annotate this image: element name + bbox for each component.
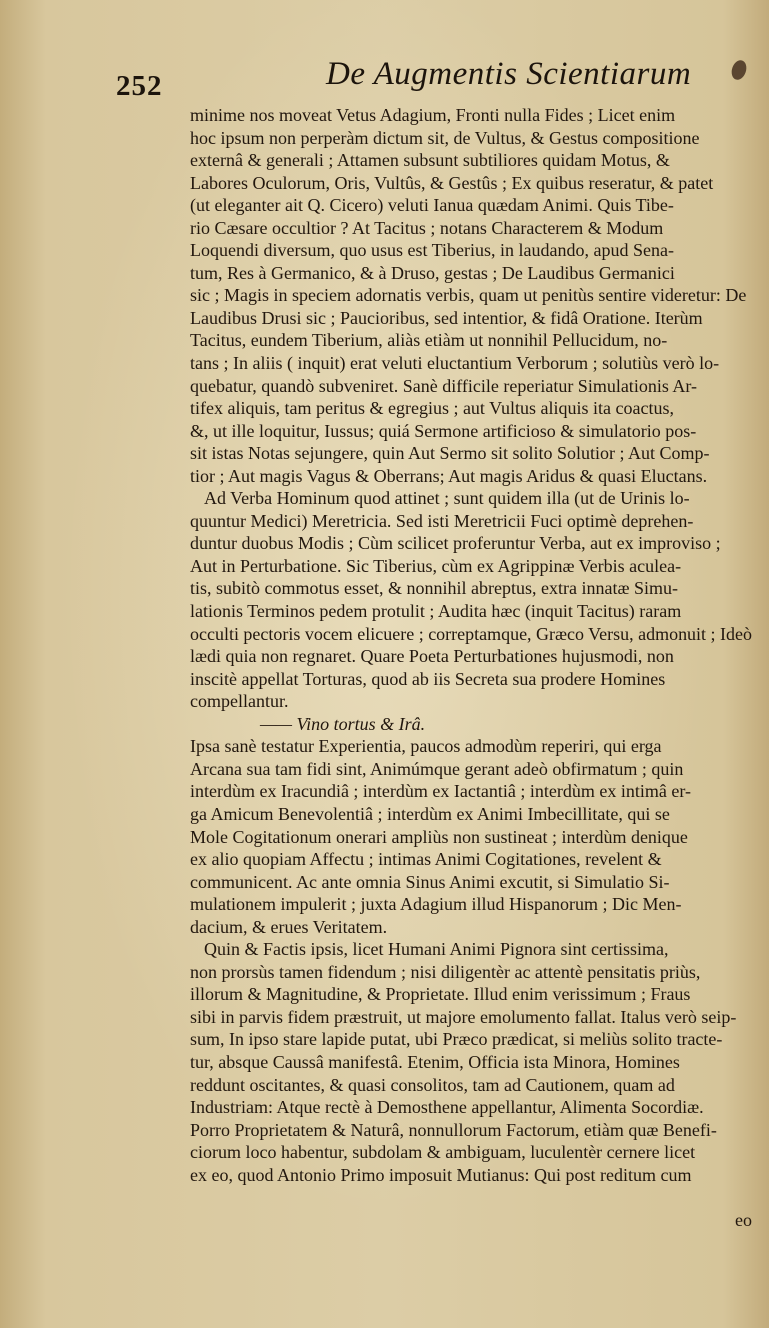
- ink-blot: [729, 58, 748, 81]
- text-line: lædi quia non regnaret. Quare Poeta Perturbationes hujusmodi, non: [190, 646, 674, 667]
- text-line: duntur duobus Modis ; Cùm scilicet proferuntur Verba, aut ex improviso ;: [190, 533, 721, 554]
- text-line: Porro Proprietatem & Naturâ, nonnullorum Factorum, etiàm quæ Benefi-: [190, 1119, 717, 1140]
- verse-quotation: —— Vino tortus & Irâ.: [260, 713, 426, 734]
- text-line: sum, In ipso stare lapide putat, ubi Præco prædicat, si meliùs solito tracte-: [190, 1029, 723, 1050]
- text-line: Ad Verba Hominum quod attinet ; sunt quidem illa (ut de Urinis lo-: [204, 488, 690, 509]
- text-line: hoc ipsum non perperàm dictum sit, de Vultus, & Gestus compositione: [190, 127, 700, 148]
- text-line: Ipsa sanè testatur Experientia, paucos admodùm reperiri, qui erga: [190, 736, 662, 757]
- text-line: tur, absque Caussâ manifestâ. Etenim, Officia ista Minora, Homines: [190, 1051, 680, 1072]
- text-line: Loquendi diversum, quo usus est Tiberius, in laudando, apud Sena-: [190, 240, 674, 261]
- text-line: sit istas Notas sejungere, quin Aut Sermo sit solito Solutior ; Aut Comp-: [190, 443, 710, 464]
- text-line: tis, subitò commotus esset, & nonnihil abreptus, extra innatæ Simu-: [190, 578, 678, 599]
- text-line: ex alio quopiam Affectu ; intimas Animi Cogitationes, revelent &: [190, 849, 662, 870]
- text-line: non prorsùs tamen fidendum ; nisi diligentèr ac attentè pensitatis priùs,: [190, 961, 701, 982]
- text-line: ciorum loco habentur, subdolam & ambiguam, luculentèr cernere licet: [190, 1142, 696, 1163]
- text-line: &, ut ille loquitur, Iussus; quiá Sermone artificioso & simulatorio pos-: [190, 420, 697, 441]
- text-line: tior ; Aut magis Vagus & Oberrans; Aut magis Aridus & quasi Eluctans.: [190, 465, 708, 486]
- text-line: Quin & Factis ipsis, licet Humani Animi Pignora sint certissima,: [204, 939, 669, 960]
- text-line: sic ; Magis in speciem adornatis verbis, quam ut penitùs sentire videretur: De: [190, 285, 747, 306]
- text-line: externâ & generali ; Attamen subsunt subtiliores quidam Motus, &: [190, 150, 670, 171]
- catchword: eo: [735, 1209, 752, 1230]
- text-line: Industriam: Atque rectè à Demosthene appellantur, Alimenta Socordiæ.: [190, 1097, 704, 1118]
- text-line: interdùm ex Iracundiâ ; interdùm ex Iactantiâ ; interdùm ex intimâ er-: [190, 781, 691, 802]
- text-line: compellantur.: [190, 691, 289, 712]
- text-line: Mole Cogitationum onerari ampliùs non sustineat ; interdùm denique: [190, 826, 688, 847]
- text-line: Aut in Perturbatione. Sic Tiberius, cùm ex Agrippinæ Verbis aculea-: [190, 555, 682, 576]
- text-line: Labores Oculorum, Oris, Vultûs, & Gestûs ; Ex quibus reseratur, & patet: [190, 172, 714, 193]
- text-line: (ut eleganter ait Q. Cicero) veluti Ianua quædam Animi. Quis Tibe-: [190, 195, 674, 216]
- text-line: tum, Res à Germanico, & à Druso, gestas ; De Laudibus Germanici: [190, 262, 675, 283]
- text-line: tifex aliquis, tam peritus & egregius ; aut Vultus aliquis ita coactus,: [190, 398, 674, 419]
- text-line: mulationem impulerit ; juxta Adagium illud Hispanorum ; Dic Men-: [190, 894, 682, 915]
- body-text: [190, 104, 752, 1231]
- text-line: minime nos moveat Vetus Adagium, Fronti nulla Fides ; Licet enim: [190, 105, 676, 125]
- text-line: Arcana sua tam fidi sint, Animúmque gerant adeò obfirmatum ; quin: [190, 758, 684, 779]
- text-line: quuntur Medici) Meretricia. Sed isti Meretricii Fuci optimè deprehen-: [190, 510, 694, 531]
- page-number: 252: [116, 70, 163, 102]
- text-line: communicent. Ac ante omnia Sinus Animi excutit, si Simulatio Si-: [190, 871, 670, 892]
- text-line: lationis Terminos pedem protulit ; Audita hæc (inquit Tacitus) raram: [190, 601, 682, 622]
- text-line: Tacitus, eundem Tiberium, aliàs etiàm ut nonnihil Pellucidum, no-: [190, 330, 668, 351]
- text-line: illorum & Magnitudine, & Proprietate. Illud enim verissimum ; Fraus: [190, 984, 691, 1005]
- text-line: inscitè appellat Torturas, quod ab iis Secreta sua prodere Homines: [190, 668, 666, 689]
- text-line: tans ; In aliis ( inquit) erat veluti eluctantium Verborum ; solutiùs verò lo-: [190, 353, 720, 374]
- text-line: rio Cæsare occultior ? At Tacitus ; notans Characterem & Modum: [190, 217, 664, 238]
- text-line: dacium, & erues Veritatem.: [190, 916, 388, 937]
- text-line: Laudibus Drusi sic ; Paucioribus, sed intentior, & fidâ Oratione. Iterùm: [190, 307, 703, 328]
- text-line: [190, 1186, 752, 1209]
- text-line: ga Amicum Benevolentiâ ; interdùm ex Animi Imbecillitate, qui se: [190, 803, 670, 824]
- text-line: occulti pectoris vocem elicuere ; correptamque, Græco Versu, admonuit ; Ideò: [190, 623, 752, 644]
- text-line: sibi in parvis fidem præstruit, ut majore emolumento fallat. Italus verò seip-: [190, 1006, 737, 1027]
- text-line: quebatur, quandò subveniret. Sanè difficile reperiatur Simulationis Ar-: [190, 375, 697, 396]
- text-line: reddunt oscitantes, & quasi consolitos, tam ad Cautionem, quam ad: [190, 1074, 675, 1095]
- text-line: ex eo, quod Antonio Primo imposuit Mutianus: Qui post reditum cum: [190, 1164, 692, 1185]
- running-head: De Augmentis Scientiarum: [326, 56, 692, 92]
